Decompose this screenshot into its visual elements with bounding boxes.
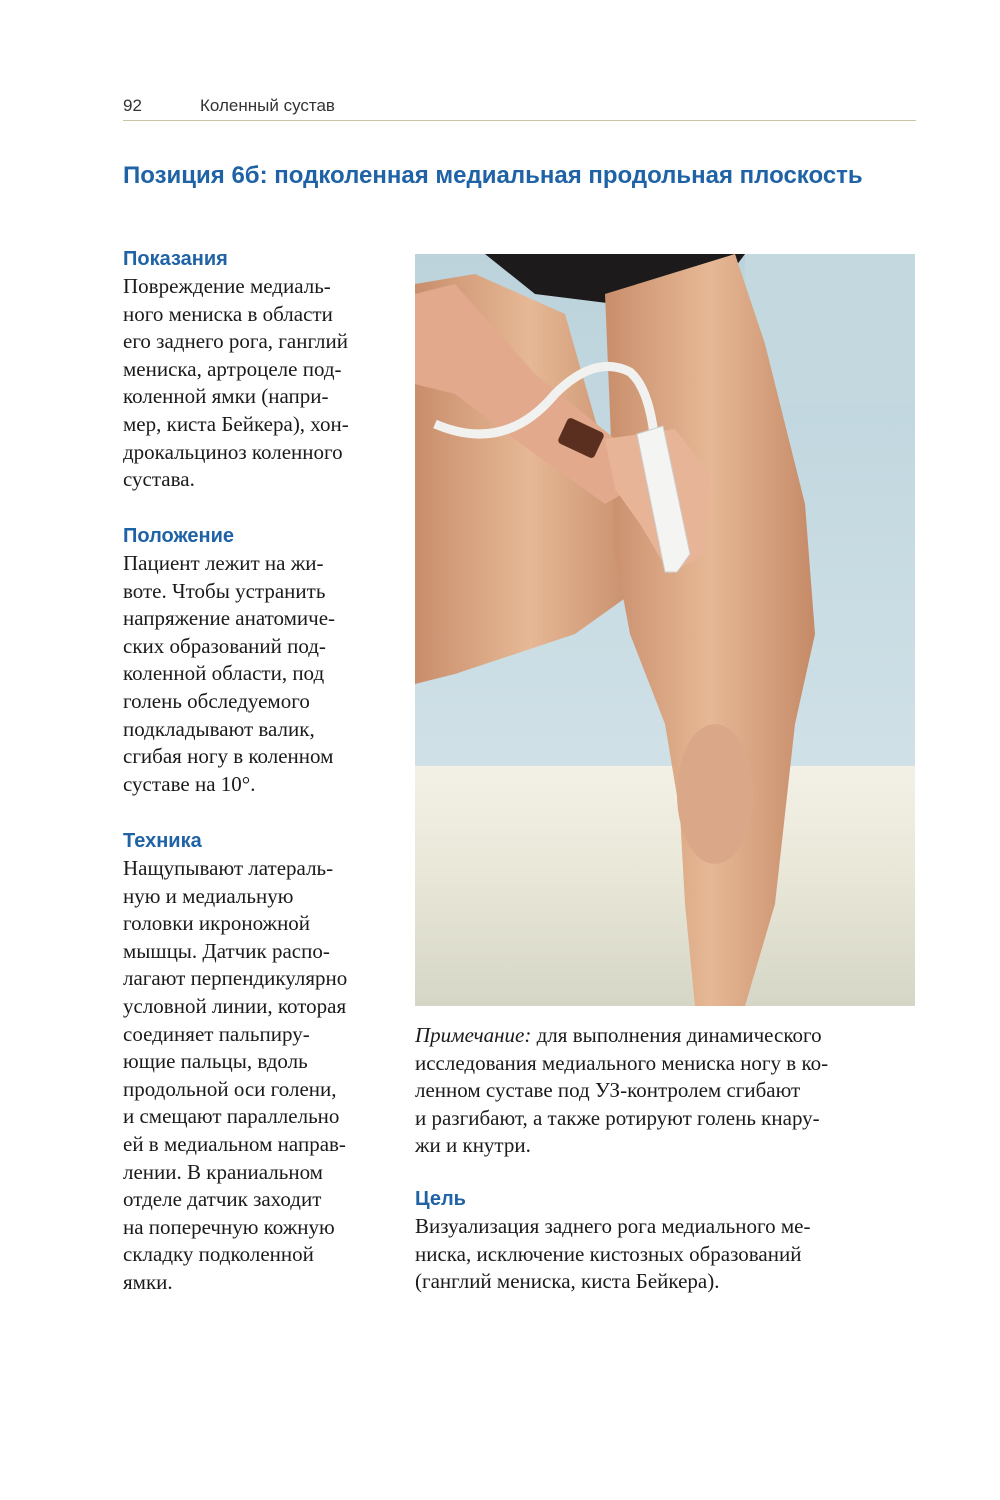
- note-text: для выполнения динамического: [531, 1023, 822, 1047]
- section-heading: Цель: [415, 1188, 466, 1210]
- text-line: подкладывают валик,: [123, 716, 315, 741]
- text-line: Визуализация заднего рога медиального ме-: [415, 1214, 811, 1238]
- note-first-line: [415, 1022, 917, 1050]
- text-line: ямки.: [123, 1269, 173, 1294]
- text-line: ную и медиальную: [123, 883, 294, 908]
- text-line: мер, киста Бейкера), хон-: [123, 411, 349, 436]
- text-line: на поперечную кожную: [123, 1214, 335, 1239]
- text-line: Повреждение медиаль-: [123, 274, 331, 298]
- text-line: ного мениска в области: [123, 301, 333, 326]
- text-line: продольной оси голени,: [123, 1076, 337, 1101]
- text-line: условной линии, которая: [123, 993, 347, 1018]
- text-line: и разгибают, а также ротируют голень кнару-: [415, 1105, 820, 1130]
- section-heading: Положение: [123, 525, 235, 547]
- section-body: [123, 855, 395, 1297]
- text-line: воте. Чтобы устранить: [123, 578, 326, 603]
- text-line: напряжение анатомиче-: [123, 606, 336, 631]
- text-line: (ганглий мениска, киста Бейкера).: [415, 1269, 720, 1294]
- text-line: коленной области, под: [123, 661, 325, 686]
- section-body: [415, 1213, 917, 1296]
- text-line: лагают перпендикулярно: [123, 966, 348, 991]
- note-body: [415, 1022, 917, 1160]
- ultrasound-exam-photo: [415, 254, 915, 1006]
- text-line: ей в медиальном направ-: [123, 1131, 346, 1156]
- section-heading: Показания: [123, 248, 228, 270]
- text-line: голень обследуемого: [123, 688, 310, 713]
- chapter-title: Коленный сустав: [200, 96, 335, 115]
- text-line: сгибая ногу в коленном: [123, 744, 334, 769]
- note-label: Примечание:: [415, 1023, 532, 1047]
- text-line: лении. В краниальном: [123, 1159, 323, 1184]
- text-line: соединяет пальпиру-: [123, 1021, 310, 1046]
- text-line: головки икроножной: [123, 911, 311, 936]
- section-technique: [123, 829, 395, 1297]
- text-line: мышцы. Датчик распо-: [123, 938, 330, 963]
- text-line: и смещают параллельно: [123, 1104, 340, 1129]
- text-line: жи и кнутри.: [415, 1133, 531, 1158]
- page-title: Позиция 6б: подколенная медиальная продольная плоскость: [123, 162, 863, 189]
- text-line: Нащупывают латераль-: [123, 856, 334, 880]
- text-line: коленной ямки (напри-: [123, 384, 329, 409]
- text-line: сустава.: [123, 467, 195, 492]
- text-line: складку подколенной: [123, 1242, 314, 1267]
- section-body: [123, 550, 395, 798]
- section-heading: Техника: [123, 830, 202, 852]
- text-line: Пациент лежит на жи-: [123, 551, 324, 575]
- text-line: ющие пальцы, вдоль: [123, 1049, 308, 1074]
- note-paragraph: [415, 1022, 917, 1160]
- text-line: его заднего рога, ганглий: [123, 329, 348, 354]
- text-line: суставе на 10°.: [123, 771, 256, 796]
- section-position: [123, 524, 395, 798]
- text-line: ских образований под-: [123, 633, 326, 658]
- section-goal: [415, 1187, 917, 1296]
- section-indications: [123, 247, 395, 494]
- page-number: 92: [123, 96, 142, 115]
- photo-illustration: [415, 254, 915, 1006]
- text-line: ниска, исключение кистозных образований: [415, 1241, 802, 1266]
- text-line: исследования медиального мениска ногу в ко-: [415, 1050, 829, 1075]
- text-line: отделе датчик заходит: [123, 1187, 322, 1212]
- section-body: [123, 273, 395, 494]
- text-line: мениска, артроцеле под-: [123, 356, 342, 381]
- running-header: [123, 92, 916, 121]
- text-line: ленном суставе под УЗ-контролем сгибают: [415, 1078, 801, 1103]
- text-line: дрокальциноз коленного: [123, 439, 343, 464]
